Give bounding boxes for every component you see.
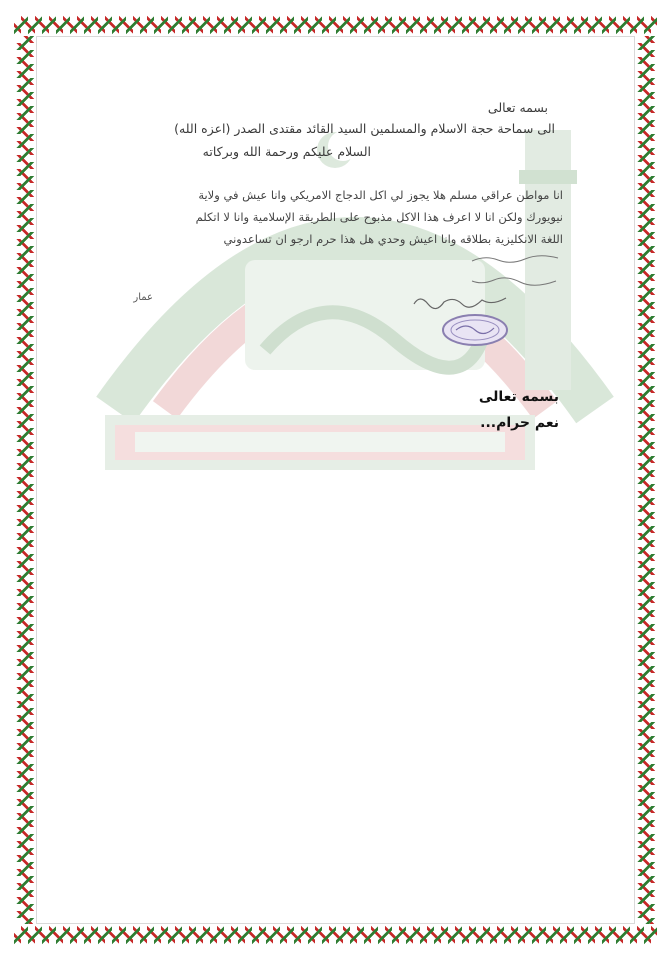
handwritten-scribble bbox=[470, 253, 560, 265]
decorative-border-bottom bbox=[14, 924, 657, 946]
letter-body-line: اللغة الانكليزية بطلاقه وانا اعيش وحدي هل هذا حرم ارجو ان تساعدوني bbox=[223, 232, 563, 246]
watermark-logo bbox=[95, 110, 615, 490]
handwritten-scribble bbox=[470, 275, 560, 287]
letter-body-line: انا مواطن عراقي مسلم هلا يجوز لي اكل الدجاج الامريكي وانا عيش في ولاية bbox=[198, 188, 563, 202]
letter-addressee: الى سماحة حجة الاسلام والمسلمين السيد القائد مقتدى الصدر (اعزه الله) bbox=[174, 121, 555, 136]
reply-basmala: بسمه تعالى bbox=[478, 389, 559, 405]
decorative-border-top bbox=[14, 14, 657, 36]
handwritten-date bbox=[410, 290, 510, 314]
decorative-border-right bbox=[635, 36, 657, 924]
decorative-border-left bbox=[14, 36, 36, 924]
reply-answer: نعم حرام... bbox=[480, 415, 559, 431]
letter-basmala: بسمه تعالى bbox=[487, 100, 548, 115]
letter-greeting: السلام عليكم ورحمة الله وبركاته bbox=[202, 144, 371, 159]
letter-signature: عمار bbox=[133, 292, 153, 303]
official-seal-stamp bbox=[440, 312, 510, 348]
letter-body-line: نيويورك ولكن انا لا اعرف هذا الاكل مذبوح على الطريقة الإسلامية وانا لا اتكلم bbox=[195, 210, 563, 224]
